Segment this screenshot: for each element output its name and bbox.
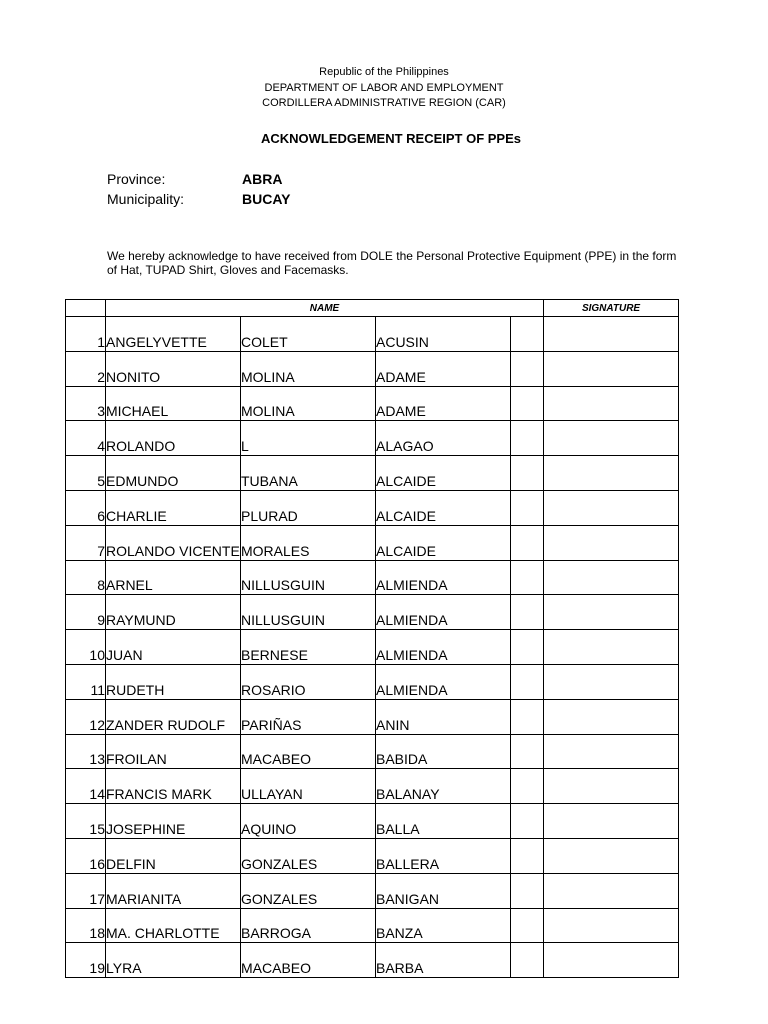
signature-cell[interactable] — [544, 769, 679, 804]
middle-name-cell: PLURAD — [241, 490, 376, 525]
middle-name-cell: BERNESE — [241, 630, 376, 665]
header-department: DEPARTMENT OF LABOR AND EMPLOYMENT — [264, 82, 504, 94]
signature-cell[interactable] — [544, 490, 679, 525]
first-name-cell: ROLANDO VICENTE — [106, 525, 241, 560]
table-row — [66, 804, 679, 839]
row-number: 12 — [66, 699, 106, 734]
row-number: 7 — [66, 525, 106, 560]
recipients-table — [65, 299, 679, 978]
middle-name-cell: GONZALES — [241, 873, 376, 908]
first-name-cell: JUAN — [106, 630, 241, 665]
table-row — [66, 421, 679, 456]
row-number: 8 — [66, 560, 106, 595]
first-name-cell: CHARLIE — [106, 490, 241, 525]
blank-cell — [511, 456, 544, 491]
last-name-cell: BALANAY — [376, 769, 511, 804]
middle-name-cell: COLET — [241, 317, 376, 352]
signature-cell[interactable] — [544, 560, 679, 595]
blank-cell — [511, 838, 544, 873]
first-name-cell: RUDETH — [106, 664, 241, 699]
last-name-cell: BABIDA — [376, 734, 511, 769]
signature-cell[interactable] — [544, 943, 679, 978]
blank-cell — [511, 769, 544, 804]
table-row — [66, 456, 679, 491]
last-name-cell: ALCAIDE — [376, 490, 511, 525]
middle-name-cell: MOLINA — [241, 386, 376, 421]
signature-cell[interactable] — [544, 351, 679, 386]
signature-cell[interactable] — [544, 630, 679, 665]
table-row — [66, 351, 679, 386]
table-row — [66, 595, 679, 630]
row-number: 19 — [66, 943, 106, 978]
province-label: Province: — [107, 171, 166, 187]
table-row — [66, 490, 679, 525]
first-name-cell: MARIANITA — [106, 873, 241, 908]
signature-cell[interactable] — [544, 525, 679, 560]
middle-name-cell: GONZALES — [241, 838, 376, 873]
signature-cell[interactable] — [544, 456, 679, 491]
name-header: NAME — [106, 300, 544, 317]
number-header — [66, 300, 106, 317]
row-number: 10 — [66, 630, 106, 665]
blank-cell — [511, 490, 544, 525]
middle-name-cell: L — [241, 421, 376, 456]
table-row — [66, 734, 679, 769]
blank-cell — [511, 630, 544, 665]
row-number: 17 — [66, 873, 106, 908]
row-number: 15 — [66, 804, 106, 839]
last-name-cell: ADAME — [376, 351, 511, 386]
blank-cell — [511, 804, 544, 839]
blank-cell — [511, 595, 544, 630]
document-title: ACKNOWLEDGEMENT RECEIPT OF PPEs — [260, 131, 522, 146]
blank-cell — [511, 351, 544, 386]
blank-cell — [511, 421, 544, 456]
first-name-cell: LYRA — [106, 943, 241, 978]
row-number: 11 — [66, 664, 106, 699]
row-number: 1 — [66, 317, 106, 352]
last-name-cell: ALAGAO — [376, 421, 511, 456]
table-row — [66, 630, 679, 665]
middle-name-cell: ULLAYAN — [241, 769, 376, 804]
signature-cell[interactable] — [544, 595, 679, 630]
first-name-cell: MA. CHARLOTTE — [106, 908, 241, 943]
row-number: 13 — [66, 734, 106, 769]
last-name-cell: BARBA — [376, 943, 511, 978]
first-name-cell: EDMUNDO — [106, 456, 241, 491]
first-name-cell: NONITO — [106, 351, 241, 386]
last-name-cell: BALLERA — [376, 838, 511, 873]
middle-name-cell: NILLUSGUIN — [241, 560, 376, 595]
table-row — [66, 943, 679, 978]
table-row — [66, 873, 679, 908]
table-row — [66, 317, 679, 352]
middle-name-cell: MACABEO — [241, 943, 376, 978]
header-republic: Republic of the Philippines — [319, 66, 449, 78]
signature-cell[interactable] — [544, 664, 679, 699]
last-name-cell: BANIGAN — [376, 873, 511, 908]
signature-cell[interactable] — [544, 804, 679, 839]
blank-cell — [511, 560, 544, 595]
first-name-cell: RAYMUND — [106, 595, 241, 630]
blank-cell — [511, 873, 544, 908]
first-name-cell: ROLANDO — [106, 421, 241, 456]
row-number: 6 — [66, 490, 106, 525]
last-name-cell: ALCAIDE — [376, 456, 511, 491]
signature-cell[interactable] — [544, 699, 679, 734]
blank-cell — [511, 386, 544, 421]
signature-cell[interactable] — [544, 873, 679, 908]
middle-name-cell: AQUINO — [241, 804, 376, 839]
table-body — [66, 317, 679, 978]
last-name-cell: BANZA — [376, 908, 511, 943]
middle-name-cell: MORALES — [241, 525, 376, 560]
first-name-cell: DELFIN — [106, 838, 241, 873]
acknowledgement-text: We hereby acknowledge to have received from DOLE the Personal Protective Equipment (PPE) in the form of Hat, TUPAD Shirt, Gloves and Facemasks. — [107, 249, 677, 277]
middle-name-cell: TUBANA — [241, 456, 376, 491]
last-name-cell: ALMIENDA — [376, 595, 511, 630]
row-number: 3 — [66, 386, 106, 421]
row-number: 18 — [66, 908, 106, 943]
signature-cell[interactable] — [544, 317, 679, 352]
signature-cell[interactable] — [544, 838, 679, 873]
middle-name-cell: BARROGA — [241, 908, 376, 943]
middle-name-cell: PARIÑAS — [241, 699, 376, 734]
middle-name-cell: MOLINA — [241, 351, 376, 386]
middle-name-cell: MACABEO — [241, 734, 376, 769]
municipality-label: Municipality: — [107, 191, 185, 207]
table-header-row — [66, 300, 679, 317]
middle-name-cell: NILLUSGUIN — [241, 595, 376, 630]
province-value: ABRA — [242, 171, 283, 187]
row-number: 5 — [66, 456, 106, 491]
table-row — [66, 769, 679, 804]
blank-cell — [511, 734, 544, 769]
first-name-cell: ZANDER RUDOLF — [106, 699, 241, 734]
signature-cell[interactable] — [544, 908, 679, 943]
first-name-cell: ARNEL — [106, 560, 241, 595]
first-name-cell: ANGELYVETTE — [106, 317, 241, 352]
first-name-cell: MICHAEL — [106, 386, 241, 421]
last-name-cell: ACUSIN — [376, 317, 511, 352]
blank-cell — [511, 664, 544, 699]
table-row — [66, 560, 679, 595]
middle-name-cell: ROSARIO — [241, 664, 376, 699]
row-number: 2 — [66, 351, 106, 386]
blank-cell — [511, 525, 544, 560]
signature-cell[interactable] — [544, 386, 679, 421]
row-number: 9 — [66, 595, 106, 630]
signature-cell[interactable] — [544, 421, 679, 456]
blank-cell — [511, 943, 544, 978]
table-row — [66, 908, 679, 943]
table-row — [66, 664, 679, 699]
municipality-value: BUCAY — [242, 191, 291, 207]
table-row — [66, 699, 679, 734]
table-row — [66, 838, 679, 873]
last-name-cell: ALMIENDA — [376, 664, 511, 699]
row-number: 16 — [66, 838, 106, 873]
last-name-cell: ANIN — [376, 699, 511, 734]
row-number: 4 — [66, 421, 106, 456]
last-name-cell: ALMIENDA — [376, 560, 511, 595]
table-row — [66, 386, 679, 421]
signature-cell[interactable] — [544, 734, 679, 769]
last-name-cell: ALMIENDA — [376, 630, 511, 665]
blank-cell — [511, 317, 544, 352]
signature-header: SIGNATURE — [544, 300, 679, 317]
blank-cell — [511, 699, 544, 734]
table-row — [66, 525, 679, 560]
last-name-cell: ADAME — [376, 386, 511, 421]
first-name-cell: FROILAN — [106, 734, 241, 769]
row-number: 14 — [66, 769, 106, 804]
first-name-cell: JOSEPHINE — [106, 804, 241, 839]
first-name-cell: FRANCIS MARK — [106, 769, 241, 804]
header-region: CORDILLERA ADMINISTRATIVE REGION (CAR) — [262, 97, 506, 109]
blank-cell — [511, 908, 544, 943]
last-name-cell: BALLA — [376, 804, 511, 839]
last-name-cell: ALCAIDE — [376, 525, 511, 560]
